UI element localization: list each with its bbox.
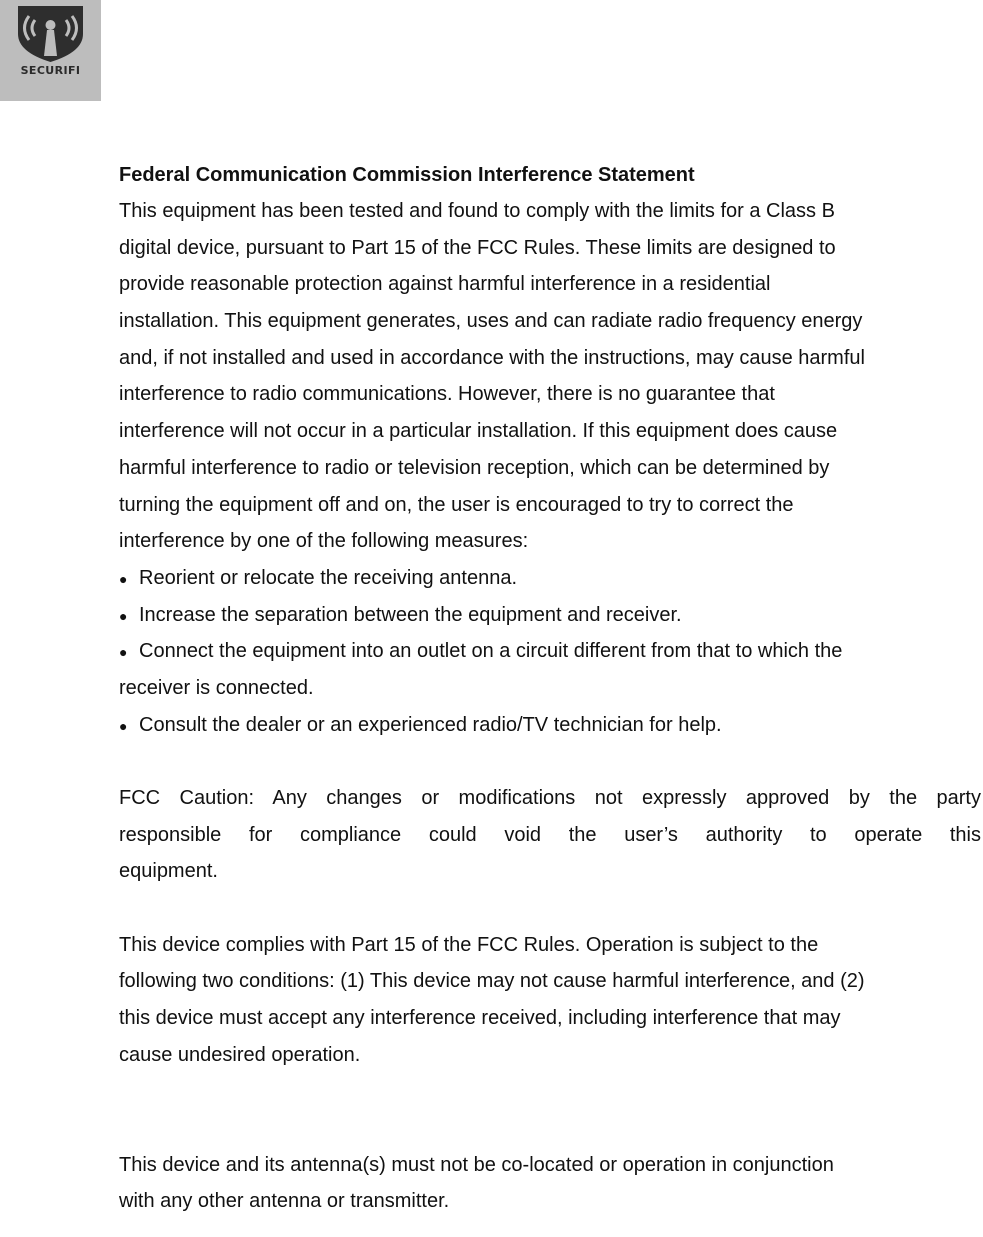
list-item bbox=[119, 560, 981, 597]
statement-line: and, if not installed and used in accordance with the instructions, may cause harmful bbox=[119, 346, 865, 369]
list-item bbox=[119, 633, 981, 670]
list-item bbox=[119, 707, 981, 744]
statement-title: Federal Communication Commission Interference Statement bbox=[119, 164, 695, 186]
bullet-icon: ● bbox=[119, 570, 128, 587]
list-item-text: Consult the dealer or an experienced radio/TV technician for help. bbox=[139, 713, 722, 736]
paragraph-gap bbox=[119, 743, 981, 780]
list-item-continuation: receiver is connected. bbox=[119, 676, 314, 699]
compliance-line: this device must accept any interference received, including interference that may bbox=[119, 1007, 841, 1030]
logo-wordmark: SECURIFI bbox=[20, 64, 81, 77]
compliance-line: following two conditions: (1) This device may not cause harmful interference, and (2) bbox=[119, 970, 865, 993]
securifi-logo bbox=[0, 0, 101, 101]
colocation-line: This device and its antenna(s) must not be co-located or operation in conjunction bbox=[119, 1153, 834, 1176]
bullet-icon: ● bbox=[119, 607, 128, 624]
fcc-statement-document bbox=[119, 157, 981, 1220]
statement-line: provide reasonable protection against harmful interference in a residential bbox=[119, 273, 771, 296]
statement-line: installation. This equipment generates, uses and can radiate radio frequency energy bbox=[119, 310, 863, 333]
list-item-text: Connect the equipment into an outlet on a circuit different from that to which the bbox=[139, 640, 843, 663]
statement-line: digital device, pursuant to Part 15 of the FCC Rules. These limits are designed to bbox=[119, 236, 836, 259]
bullet-icon: ● bbox=[119, 717, 128, 734]
statement-line: interference by one of the following measures: bbox=[119, 530, 529, 553]
colocation-line: with any other antenna or transmitter. bbox=[119, 1190, 450, 1213]
caution-line: FCC Caution: Any changes or modifications not expressly approved by the party bbox=[119, 787, 981, 809]
statement-line: interference will not occur in a particular installation. If this equipment does cause bbox=[119, 420, 838, 443]
list-item-text: Reorient or relocate the receiving antenna. bbox=[139, 566, 518, 589]
wifi-tower-shield-icon bbox=[0, 0, 101, 101]
list-item bbox=[119, 597, 981, 634]
caution-line: responsible for compliance could void the user’s authority to operate this bbox=[119, 823, 981, 846]
paragraph-gap bbox=[119, 890, 981, 927]
statement-line: This equipment has been tested and found to comply with the limits for a Class B bbox=[119, 200, 835, 222]
paragraph-gap bbox=[119, 1074, 981, 1147]
compliance-line: This device complies with Part 15 of the FCC Rules. Operation is subject to the bbox=[119, 933, 819, 956]
compliance-line: cause undesired operation. bbox=[119, 1043, 361, 1066]
statement-line: harmful interference to radio or television reception, which can be determined by bbox=[119, 456, 830, 479]
list-item-text: Increase the separation between the equipment and receiver. bbox=[139, 603, 682, 626]
statement-line: interference to radio communications. However, there is no guarantee that bbox=[119, 383, 775, 406]
bullet-icon: ● bbox=[119, 644, 128, 661]
caution-line: equipment. bbox=[119, 860, 218, 883]
statement-line: turning the equipment off and on, the user is encouraged to try to correct the bbox=[119, 493, 794, 516]
